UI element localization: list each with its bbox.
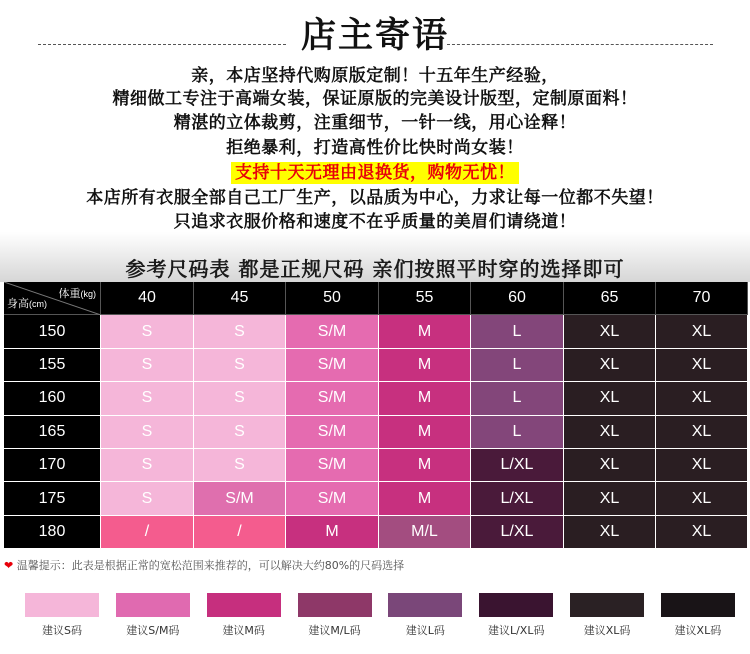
weight-header-40: 40 [101, 282, 194, 315]
size-legend [25, 593, 735, 638]
size-cell: S/M [286, 315, 379, 348]
size-cell: XL [656, 516, 748, 549]
height-cell-150: 150 [4, 315, 101, 348]
legend-label: 建议S/M码 [126, 624, 180, 637]
size-cell: S/M [286, 482, 379, 515]
size-cell: S/M [286, 449, 379, 482]
size-cell: M [379, 349, 471, 382]
legend-label: 建议M码 [222, 624, 265, 637]
size-cell: XL [564, 449, 656, 482]
legend-item [570, 593, 644, 638]
size-cell: L [471, 349, 564, 382]
height-cell-160: 160 [4, 382, 101, 415]
size-cell: / [101, 516, 194, 549]
size-cell: XL [656, 416, 748, 449]
table-row [4, 416, 748, 449]
size-cell: M/L [379, 516, 471, 549]
weight-axis-label: 体重(kg) [58, 288, 96, 300]
size-table [4, 282, 748, 549]
size-cell: S/M [194, 482, 286, 515]
height-cell-165: 165 [4, 416, 101, 449]
weight-header-70: 70 [656, 282, 748, 315]
legend-label: 建议S码 [42, 624, 82, 637]
notice-line: 精湛的立体裁剪，注重细节，一针一线，用心诠释！ [173, 113, 577, 133]
legend-swatch [388, 593, 462, 617]
weight-header-45: 45 [194, 282, 286, 315]
size-cell: M [379, 482, 471, 515]
table-row [4, 516, 748, 549]
size-cell: M [379, 315, 471, 348]
size-cell: XL [564, 416, 656, 449]
size-cell: M [286, 516, 379, 549]
height-cell-180: 180 [4, 516, 101, 549]
size-cell: XL [656, 482, 748, 515]
legend-item [661, 593, 735, 638]
size-cell: L [471, 315, 564, 348]
heart-icon: ❤ [4, 559, 14, 572]
size-cell: XL [564, 516, 656, 549]
table-corner-cell [4, 282, 101, 315]
table-row [4, 449, 748, 482]
size-cell: L [471, 382, 564, 415]
size-cell: S [101, 315, 194, 348]
size-chart-title: 参考尺码表 都是正规尺码 亲们按照平时穿的选择即可 [125, 257, 625, 281]
legend-item [207, 593, 281, 638]
size-tip [4, 557, 404, 573]
size-cell: S [101, 482, 194, 515]
size-cell: M [379, 382, 471, 415]
legend-label: 建议XL码 [674, 624, 722, 637]
table-row [4, 482, 748, 515]
size-cell: S [194, 382, 286, 415]
legend-swatch [207, 593, 281, 617]
notice-line: 拒绝暴利，打造高性价比快时尚女装！ [226, 138, 524, 158]
legend-swatch [116, 593, 190, 617]
weight-header-row [4, 282, 748, 315]
height-cell-155: 155 [4, 349, 101, 382]
weight-header-60: 60 [471, 282, 564, 315]
size-cell: M [379, 449, 471, 482]
size-cell: S/M [286, 382, 379, 415]
size-cell: XL [656, 382, 748, 415]
legend-label: 建议L/XL码 [487, 624, 545, 637]
notice-highlight-line [0, 158, 750, 183]
legend-label: 建议M/L码 [308, 624, 361, 637]
table-row [4, 315, 748, 348]
notice-line: 只追求衣服价格和速度不在乎质量的美眉们请绕道！ [173, 212, 577, 232]
table-row [4, 349, 748, 382]
size-cell: L [471, 416, 564, 449]
size-cell: XL [656, 449, 748, 482]
size-cell: S [194, 416, 286, 449]
weight-header-55: 55 [379, 282, 471, 315]
legend-label: 建议L码 [405, 624, 445, 637]
size-cell: S [101, 349, 194, 382]
legend-swatch [570, 593, 644, 617]
size-cell: S [194, 315, 286, 348]
size-cell: L/XL [471, 516, 564, 549]
legend-label: 建议XL码 [583, 624, 631, 637]
size-cell: S [101, 449, 194, 482]
weight-header-50: 50 [286, 282, 379, 315]
size-cell: XL [564, 482, 656, 515]
table-body [4, 315, 748, 549]
size-cell: S/M [286, 349, 379, 382]
weight-header-65: 65 [564, 282, 656, 315]
height-cell-175: 175 [4, 482, 101, 515]
table-row [4, 382, 748, 415]
size-cell: L/XL [471, 449, 564, 482]
size-cell: XL [656, 349, 748, 382]
size-cell: / [194, 516, 286, 549]
legend-item [25, 593, 99, 638]
notice-line: 精细做工专注于高端女装，保证原版的完美设计版型，定制原面料！ [112, 89, 638, 109]
size-cell: XL [564, 315, 656, 348]
legend-item [479, 593, 553, 638]
height-axis-label: 身高(cm) [7, 298, 47, 311]
size-cell: L/XL [471, 482, 564, 515]
legend-swatch [479, 593, 553, 617]
size-cell: XL [564, 349, 656, 382]
size-cell: S/M [286, 416, 379, 449]
legend-swatch [25, 593, 99, 617]
legend-swatch [661, 593, 735, 617]
legend-item [298, 593, 372, 638]
height-cell-170: 170 [4, 449, 101, 482]
size-cell: M [379, 416, 471, 449]
size-cell: XL [656, 315, 748, 348]
notice-title: 店主寄语 [300, 15, 449, 56]
notice-header [0, 8, 750, 60]
legend-item [388, 593, 462, 638]
size-cell: S [101, 382, 194, 415]
size-cell: XL [564, 382, 656, 415]
legend-swatch [298, 593, 372, 617]
tip-text: 温馨提示：此表是根据正常的宽松范围来推荐的，可以解决大约80%的尺码选择 [16, 559, 405, 572]
size-cell: S [194, 449, 286, 482]
notice-line: 本店所有衣服全部自己工厂生产，以品质为中心，力求让每一位都不失望！ [86, 188, 664, 208]
size-cell: S [194, 349, 286, 382]
size-cell: S [101, 416, 194, 449]
legend-item [116, 593, 190, 638]
return-policy-highlight: 支持十天无理由退换货，购物无忧！ [231, 162, 519, 184]
notice-line: 亲，本店坚持代购原版定制！十五年生产经验， [191, 66, 559, 86]
